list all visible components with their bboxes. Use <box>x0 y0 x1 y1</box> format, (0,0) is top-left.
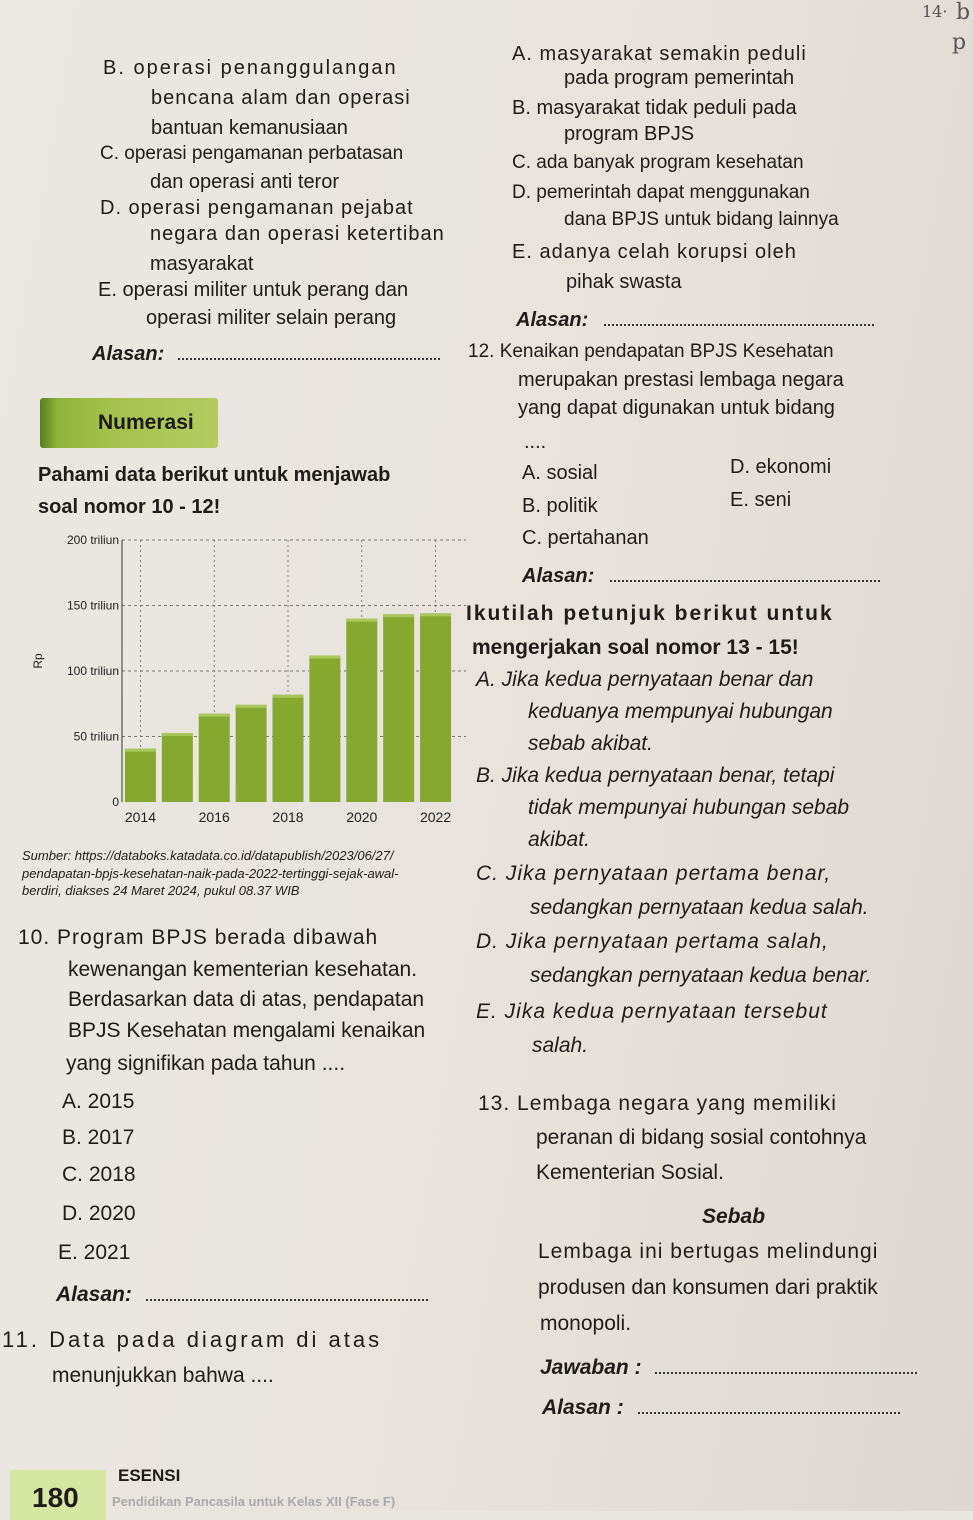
q13-alasan-line <box>542 1396 900 1420</box>
source-text: Sumber: https://databoks.katadata.co.id/datapublish/2023/06/27/ <box>22 848 394 863</box>
q11-option-e-line1: E. adanya celah korupsi oleh <box>512 241 797 263</box>
q12-line2: merupakan prestasi lembaga negara <box>518 369 844 391</box>
q10-line5: yang signifikan pada tahun .... <box>66 1052 346 1075</box>
source-line3: berdiri, diakses 24 Maret 2024, pukul 08.37 WIB <box>22 883 300 898</box>
instr2-b-line2: tidak mempunyai hubungan sebab <box>528 796 850 819</box>
instr2-line1: Ikutilah petunjuk berikut untuk <box>466 602 834 625</box>
q12-option-a: A. sosial <box>522 462 598 484</box>
q10-line2: kewenangan kementerian kesehatan. <box>68 958 418 981</box>
q12-option-c: C. pertahanan <box>522 527 649 549</box>
answer-blank <box>604 308 874 326</box>
q12-option-d: D. ekonomi <box>730 456 832 478</box>
bar-top-highlight <box>420 613 451 616</box>
bar-top-highlight <box>236 705 267 708</box>
q13-jawaban-line <box>540 1356 917 1380</box>
instr2-b-line1: B. Jika kedua pernyataan benar, tetapi <box>476 764 835 787</box>
q13-line4: Lembaga ini bertugas melindungi <box>538 1240 879 1263</box>
q13-sebab: Sebab <box>702 1205 766 1228</box>
q10-option-e: E. 2021 <box>58 1241 131 1264</box>
instr2-line2: mengerjakan soal nomor 13 - 15! <box>472 636 799 659</box>
bar-2014 <box>125 749 156 802</box>
q11-line2: menunjukkan bahwa .... <box>52 1364 274 1387</box>
page-number: 180 <box>32 1482 79 1513</box>
q13-line3: Kementerian Sosial. <box>536 1161 724 1184</box>
alasan-label: Alasan : <box>542 1396 624 1419</box>
q11-option-a-line2: pada program pemerintah <box>564 67 795 89</box>
q10-line1: 10. Program BPJS berada dibawah <box>18 926 379 949</box>
q10-option-a: A. 2015 <box>62 1090 135 1113</box>
y-tick-label: 150 triliun <box>66 598 119 613</box>
alasan-line <box>92 342 440 366</box>
answer-blank <box>655 1356 917 1374</box>
option-e-line2: operasi militer selain perang <box>146 307 397 329</box>
q10-option-b: B. 2017 <box>62 1126 135 1149</box>
x-tick-label: 2016 <box>198 809 230 825</box>
instr2-d-line2: sedangkan pernyataan kedua benar. <box>530 964 872 987</box>
bpjs-revenue-chart <box>30 530 470 830</box>
alasan-label: Alasan: <box>516 309 589 331</box>
q12-option-e: E. seni <box>730 489 792 511</box>
bar-top-highlight <box>309 656 340 659</box>
q13-line1: 13. Lembaga negara yang memiliki <box>478 1092 837 1115</box>
footer-book-title: Pendidikan Pancasila untuk Kelas XII (Fase F) <box>112 1494 396 1509</box>
q13-line6: monopoli. <box>540 1312 632 1335</box>
instr2-c-line2: sedangkan pernyataan kedua salah. <box>530 896 869 919</box>
q12-line1: 12. Kenaikan pendapatan BPJS Kesehatan <box>468 341 834 362</box>
instr2-a-line1: A. Jika kedua pernyataan benar dan <box>476 668 814 691</box>
q11-option-c-line1: C. ada banyak program kesehatan <box>512 152 804 173</box>
bar-2019 <box>309 656 340 802</box>
badge-label: Numerasi <box>98 411 194 434</box>
bar-2020 <box>346 619 377 802</box>
instr2-e-line1: E. Jika kedua pernyataan tersebut <box>476 1000 828 1023</box>
instr2-b-line3: akibat. <box>528 828 590 851</box>
instr2-d-line1: D. Jika pernyataan pertama salah, <box>476 930 829 953</box>
answer-blank <box>178 342 440 360</box>
option-d-line1: D. operasi pengamanan pejabat <box>100 197 414 219</box>
x-tick-label: 2022 <box>419 809 452 825</box>
bar-top-highlight <box>346 619 377 622</box>
x-tick-label: 2014 <box>124 809 157 825</box>
bar-top-highlight <box>199 714 230 717</box>
chart-x-ticks <box>125 809 451 825</box>
page-number-box <box>10 1470 106 1520</box>
option-c-line2: dan operasi anti teror <box>150 171 340 193</box>
q11-option-e-line2: pihak swasta <box>566 271 682 293</box>
bar-2015 <box>162 733 193 802</box>
jawaban-label: Jawaban : <box>540 1356 642 1379</box>
q11-option-d-line1: D. pemerintah dapat menggunakan <box>512 182 810 203</box>
option-b-line2: bencana alam dan operasi <box>151 87 411 109</box>
source-line1 <box>22 848 393 864</box>
instr2-a-line2: keduanya mempunyai hubungan <box>528 700 833 723</box>
instr2-e-line2: salah. <box>532 1034 589 1057</box>
q11-option-b-line2: program BPJS <box>564 123 695 145</box>
option-e-line1: E. operasi militer untuk perang dan <box>98 279 409 301</box>
handwritten-letter: p <box>952 30 967 55</box>
option-c-line1: C. operasi pengamanan perbatasan <box>100 143 404 164</box>
q10-alasan-line <box>56 1283 428 1307</box>
instr2-c-line1: C. Jika pernyataan pertama benar, <box>476 862 832 885</box>
source-line2: pendapatan-bpjs-kesehatan-naik-pada-2022-tertinggi-sejak-awal- <box>22 866 399 881</box>
bar-2018 <box>273 695 304 802</box>
q12-line3: yang dapat digunakan untuk bidang <box>518 397 835 419</box>
q13-line2: peranan di bidang sosial contohnya <box>536 1126 867 1149</box>
q11-option-a-line1: A. masyarakat semakin peduli <box>512 43 807 65</box>
q11-option-d-line2: dana BPJS untuk bidang lainnya <box>564 209 839 230</box>
instruction-line1: Pahami data berikut untuk menjawab <box>38 464 391 486</box>
q10-option-c: C. 2018 <box>62 1163 136 1186</box>
x-tick-label: 2018 <box>272 809 304 825</box>
q11-line1: 11. Data pada diagram di atas <box>2 1327 383 1352</box>
option-d-line3: masyarakat <box>150 253 254 275</box>
answer-blank <box>146 1283 428 1301</box>
option-b-line1: B. operasi penanggulangan <box>103 57 398 79</box>
bar-2022 <box>420 613 451 802</box>
chart-y-ticks <box>67 533 119 809</box>
alasan-label: Alasan: <box>92 343 165 365</box>
bar-2017 <box>236 705 267 802</box>
q12-line4: .... <box>524 431 547 453</box>
q10-line3: Berdasarkan data di atas, pendapatan <box>68 988 425 1011</box>
instruction-line2: soal nomor 10 - 12! <box>38 496 221 518</box>
q11-option-b-line1: B. masyarakat tidak peduli pada <box>512 97 797 119</box>
option-b-line3: bantuan kemanusiaan <box>151 117 348 139</box>
q10-option-d: D. 2020 <box>62 1202 136 1225</box>
y-tick-label: 50 triliun <box>73 729 119 744</box>
alasan-label: Alasan: <box>56 1283 132 1306</box>
bar-top-highlight <box>383 614 414 617</box>
alasan-label: Alasan: <box>522 565 595 587</box>
q11-alasan-line <box>516 308 874 332</box>
handwritten-note: 14· <box>922 2 948 21</box>
bar-2021 <box>383 614 414 802</box>
answer-blank <box>610 564 880 582</box>
q13-line5: produsen dan konsumen dari praktik <box>538 1276 878 1299</box>
option-d-line2: negara dan operasi ketertiban <box>150 223 445 245</box>
q12-alasan-line <box>522 564 880 588</box>
y-tick-label: 0 <box>112 795 119 809</box>
q12-option-b: B. politik <box>522 495 598 517</box>
footer-series-label: ESENSI <box>118 1466 181 1485</box>
bar-top-highlight <box>273 695 304 698</box>
q10-line4: BPJS Kesehatan mengalami kenaikan <box>68 1019 426 1042</box>
bar-top-highlight <box>162 733 193 736</box>
bar-2016 <box>199 714 230 802</box>
numerasi-badge <box>40 398 218 448</box>
answer-blank <box>638 1396 900 1414</box>
x-tick-label: 2020 <box>346 809 378 825</box>
y-tick-label: 100 triliun <box>66 664 119 678</box>
bar-top-highlight <box>125 749 156 752</box>
chart-y-axis-label: Rp <box>31 653 45 669</box>
handwritten-letter: b <box>956 0 971 25</box>
instr2-a-line3: sebab akibat. <box>528 732 653 755</box>
y-tick-label: 200 triliun <box>66 533 119 547</box>
